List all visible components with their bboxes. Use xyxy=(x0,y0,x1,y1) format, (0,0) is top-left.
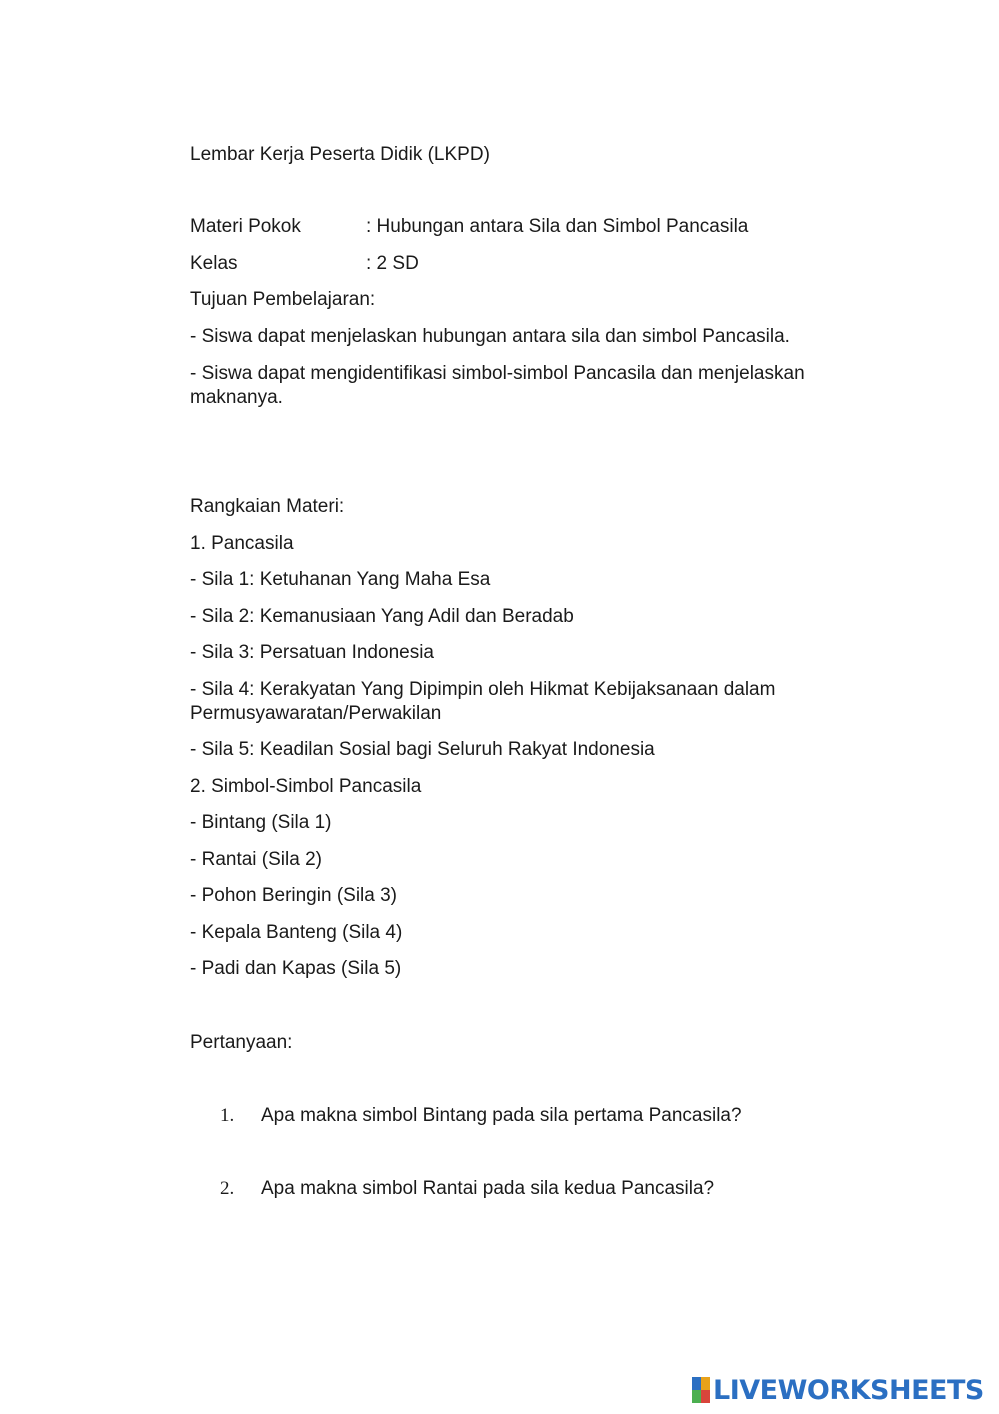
question-text: Apa makna simbol Rantai pada sila kedua Pancasila? xyxy=(261,1178,715,1199)
section-pancasila-title: 1. Pancasila xyxy=(190,533,294,554)
liveworksheets-logo[interactable] xyxy=(692,1375,984,1405)
sila-item: - Sila 2: Kemanusiaan Yang Adil dan Beradab xyxy=(190,606,574,627)
sila-item: - Sila 3: Persatuan Indonesia xyxy=(190,642,434,663)
materi-pokok-value: : Hubungan antara Sila dan Simbol Pancasila xyxy=(366,216,749,237)
sila-item: - Sila 4: Kerakyatan Yang Dipimpin oleh Hikmat Kebijaksanaan dalam Permusyawaratan/Perwakilan xyxy=(190,679,776,724)
section-simbol-title: 2. Simbol-Simbol Pancasila xyxy=(190,776,422,797)
logo-square xyxy=(692,1377,701,1390)
tujuan-item: - Siswa dapat menjelaskan hubungan antara sila dan simbol Pancasila. xyxy=(190,326,790,347)
logo-square xyxy=(701,1377,710,1390)
tujuan-heading: Tujuan Pembelajaran: xyxy=(190,289,376,310)
kelas-row xyxy=(190,252,419,276)
document-title: Lembar Kerja Peserta Didik (LKPD) xyxy=(190,144,490,165)
simbol-item: - Kepala Banteng (Sila 4) xyxy=(190,922,403,943)
rangkaian-heading: Rangkaian Materi: xyxy=(190,496,345,517)
materi-pokok-row xyxy=(190,215,748,239)
question-number: 1. xyxy=(220,1105,235,1126)
sila-item: - Sila 5: Keadilan Sosial bagi Seluruh Rakyat Indonesia xyxy=(190,739,655,760)
simbol-item: - Padi dan Kapas (Sila 5) xyxy=(190,958,402,979)
simbol-item: - Bintang (Sila 1) xyxy=(190,812,332,833)
kelas-value: : 2 SD xyxy=(366,253,419,274)
materi-pokok-label: Materi Pokok xyxy=(190,216,301,237)
simbol-item: - Rantai (Sila 2) xyxy=(190,849,322,870)
logo-square xyxy=(692,1390,701,1403)
liveworksheets-icon xyxy=(692,1377,710,1403)
question-number: 2. xyxy=(220,1178,235,1199)
question-text: Apa makna simbol Bintang pada sila pertama Pancasila? xyxy=(261,1105,742,1126)
simbol-item: - Pohon Beringin (Sila 3) xyxy=(190,885,397,906)
pertanyaan-heading: Pertanyaan: xyxy=(190,1032,293,1053)
tujuan-item: - Siswa dapat mengidentifikasi simbol-simbol Pancasila dan menjelaskan maknanya. xyxy=(190,363,805,408)
sila-item: - Sila 1: Ketuhanan Yang Maha Esa xyxy=(190,569,491,590)
logo-square xyxy=(701,1390,710,1403)
liveworksheets-wordmark: LIVEWORKSHEETS xyxy=(713,1374,984,1406)
kelas-label: Kelas xyxy=(190,253,238,274)
